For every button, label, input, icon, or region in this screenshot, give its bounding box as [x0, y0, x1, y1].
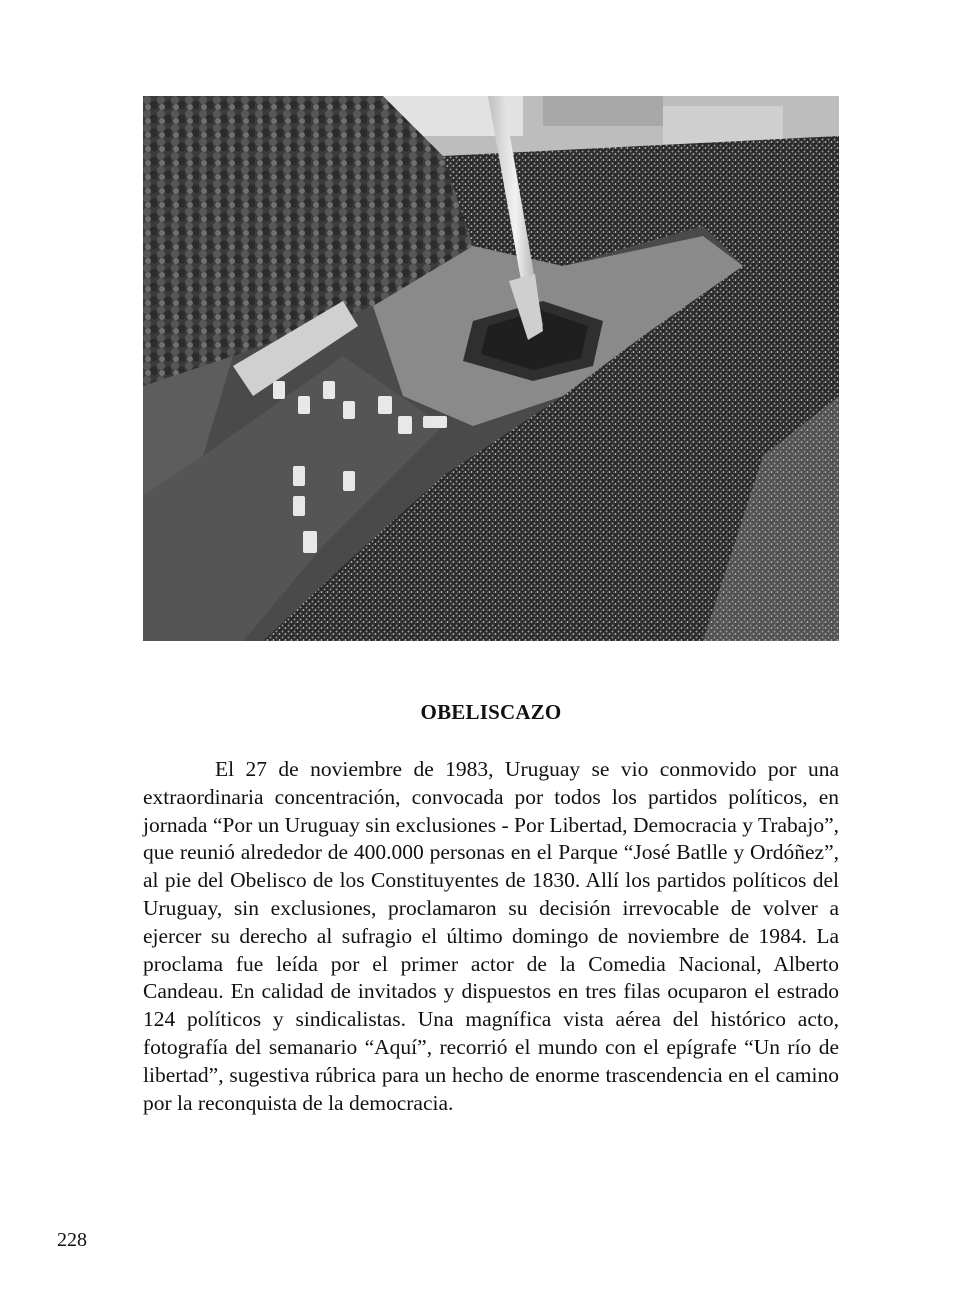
page-number: 228 — [57, 1229, 87, 1251]
body-paragraph: El 27 de noviembre de 1983, Uruguay se vio conmovido por una extraordinaria concentración, convocada por todos los partidos políticos, en jornada “Por un Uruguay sin exclusiones - Por Libertad, Democracia y Trabajo”, que reunió alrededor de 400.000 personas en el Parque “José Batlle y Ordóñez”, al pie del Obelisco de los Constituyentes de 1830. Allí los partidos políticos del Uruguay, sin exclusiones, proclamaron su decisión irrevocable de volver a ejercer su derecho al sufragio el último domingo de noviembre de 1984. La proclama fue leída por el primer actor de la Comedia Nacional, Alberto Candeau. En calidad de invitados y dispuestos en tres filas ocuparon el estrado 124 políticos y sindicalistas. Una magnífica vista aérea del histórico acto, fotografía del semanario “Aquí”, recorrió el mundo con el epígrafe “Un río de libertad”, sugestiva rúbrica para un hecho de enorme trascendencia en el camino por la reconquista de la democracia. — [143, 757, 839, 1115]
obelisk-rally-photo — [143, 96, 839, 641]
section-title: OBELISCAZO — [420, 700, 562, 724]
aerial-crowd-image — [143, 96, 839, 641]
